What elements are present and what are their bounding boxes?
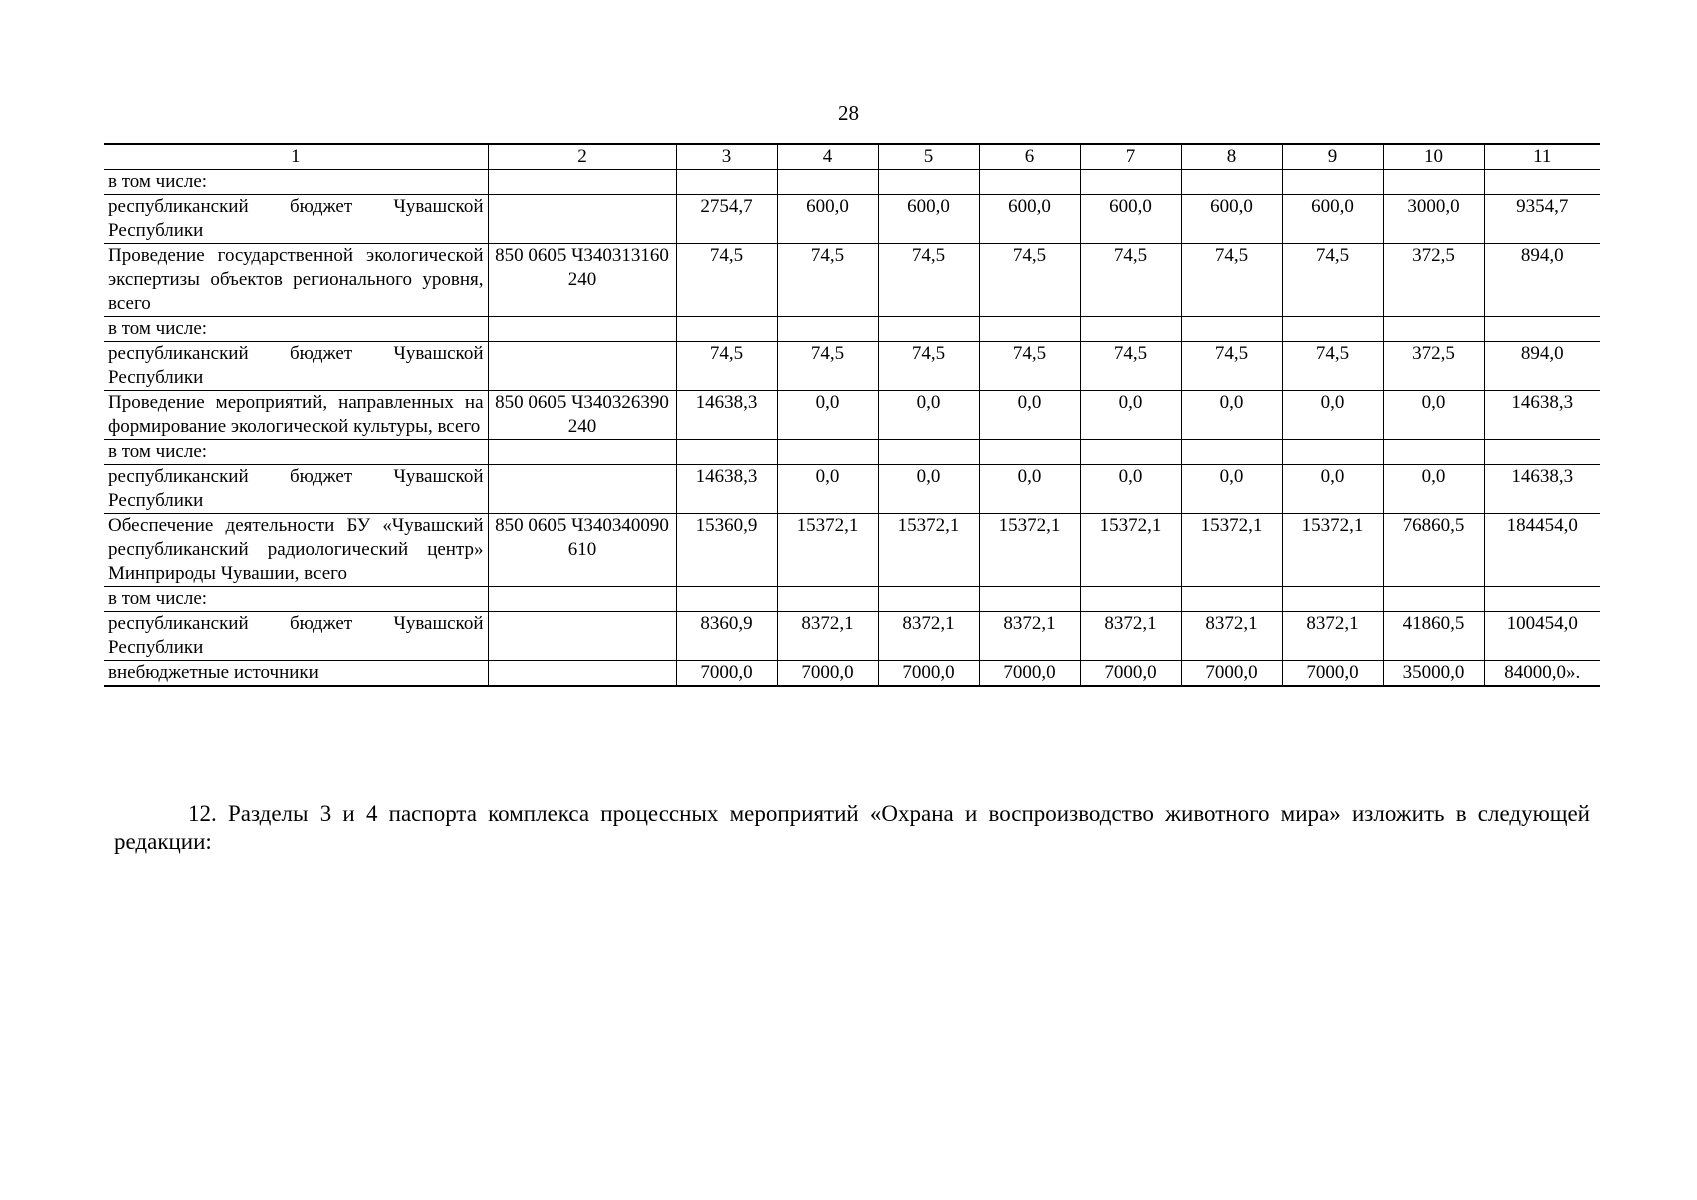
value-cell: 74,5 (979, 244, 1080, 317)
budget-code-cell (488, 661, 676, 687)
value-cell: 0,0 (979, 465, 1080, 514)
value-cell (1080, 440, 1181, 465)
value-cell: 372,5 (1383, 342, 1484, 391)
value-cell: 3000,0 (1383, 195, 1484, 244)
row-name-cell: республиканский бюджет Чувашской Республики (104, 465, 488, 514)
value-cell (676, 317, 777, 342)
table-row (104, 440, 1600, 465)
row-name-cell: Проведение государственной экологической экспертизы объектов регионального уровня, всего (104, 244, 488, 317)
value-cell: 7000,0 (1080, 661, 1181, 687)
row-name-cell: республиканский бюджет Чувашской Республики (104, 342, 488, 391)
value-cell (1181, 170, 1282, 195)
value-cell: 74,5 (777, 244, 878, 317)
value-cell (1080, 317, 1181, 342)
value-cell: 894,0 (1484, 342, 1600, 391)
column-number-cell: 5 (878, 144, 979, 170)
column-number-cell: 3 (676, 144, 777, 170)
column-number-cell: 1 (104, 144, 488, 170)
value-cell (1282, 587, 1383, 612)
value-cell: 74,5 (676, 244, 777, 317)
value-cell: 372,5 (1383, 244, 1484, 317)
column-number-cell: 7 (1080, 144, 1181, 170)
value-cell: 600,0 (878, 195, 979, 244)
value-cell (676, 170, 777, 195)
budget-code-cell: 850 0605 Ч340313160 240 (488, 244, 676, 317)
value-cell: 0,0 (777, 391, 878, 440)
value-cell: 84000,0». (1484, 661, 1600, 687)
value-cell: 0,0 (878, 391, 979, 440)
value-cell: 7000,0 (878, 661, 979, 687)
column-number-cell: 4 (777, 144, 878, 170)
value-cell: 74,5 (1181, 244, 1282, 317)
row-name-cell: республиканский бюджет Чувашской Республики (104, 612, 488, 661)
value-cell: 7000,0 (1181, 661, 1282, 687)
value-cell: 15372,1 (777, 514, 878, 587)
table-row (104, 195, 1600, 244)
row-name-cell: в том числе: (104, 317, 488, 342)
value-cell (1282, 317, 1383, 342)
value-cell: 8372,1 (777, 612, 878, 661)
value-cell: 35000,0 (1383, 661, 1484, 687)
value-cell (676, 587, 777, 612)
value-cell (1181, 587, 1282, 612)
value-cell: 0,0 (1383, 465, 1484, 514)
budget-code-cell (488, 440, 676, 465)
value-cell: 15360,9 (676, 514, 777, 587)
value-cell: 0,0 (1282, 391, 1383, 440)
table-row (104, 317, 1600, 342)
value-cell: 14638,3 (676, 465, 777, 514)
value-cell (1484, 170, 1600, 195)
value-cell: 0,0 (1080, 391, 1181, 440)
value-cell: 8372,1 (878, 612, 979, 661)
value-cell: 74,5 (979, 342, 1080, 391)
value-cell: 41860,5 (1383, 612, 1484, 661)
value-cell: 600,0 (1080, 195, 1181, 244)
value-cell (1383, 317, 1484, 342)
column-number-cell: 2 (488, 144, 676, 170)
value-cell: 0,0 (1181, 391, 1282, 440)
value-cell: 0,0 (1282, 465, 1383, 514)
value-cell: 15372,1 (1282, 514, 1383, 587)
table-row (104, 342, 1600, 391)
value-cell (676, 440, 777, 465)
value-cell: 7000,0 (777, 661, 878, 687)
value-cell (1181, 317, 1282, 342)
table-row (104, 170, 1600, 195)
row-name-cell: в том числе: (104, 587, 488, 612)
value-cell: 74,5 (878, 244, 979, 317)
value-cell: 15372,1 (1181, 514, 1282, 587)
value-cell: 8372,1 (979, 612, 1080, 661)
value-cell: 8372,1 (1282, 612, 1383, 661)
value-cell (878, 170, 979, 195)
value-cell: 0,0 (777, 465, 878, 514)
value-cell (1383, 170, 1484, 195)
value-cell: 74,5 (1282, 244, 1383, 317)
table-header-row (104, 144, 1600, 170)
value-cell (1383, 440, 1484, 465)
value-cell (777, 317, 878, 342)
table-row (104, 391, 1600, 440)
value-cell (878, 440, 979, 465)
value-cell (1484, 440, 1600, 465)
value-cell (1484, 317, 1600, 342)
value-cell (878, 587, 979, 612)
budget-code-cell (488, 342, 676, 391)
value-cell (979, 587, 1080, 612)
page-number: 28 (838, 101, 859, 125)
budget-code-cell (488, 612, 676, 661)
row-name-cell: Обеспечение деятельности БУ «Чувашский республиканский радиологический центр» Минприроды Чувашии, всего (104, 514, 488, 587)
value-cell (1181, 440, 1282, 465)
table-row (104, 465, 1600, 514)
value-cell: 2754,7 (676, 195, 777, 244)
column-number-cell: 8 (1181, 144, 1282, 170)
budget-code-cell (488, 170, 676, 195)
budget-code-cell (488, 317, 676, 342)
table-body (104, 144, 1600, 686)
value-cell: 9354,7 (1484, 195, 1600, 244)
body-paragraph: 12. Разделы 3 и 4 паспорта комплекса процессных мероприятий «Охрана и воспроизводство животного мира» изложить в следующей редакции: (114, 801, 1590, 854)
value-cell: 100454,0 (1484, 612, 1600, 661)
budget-code-cell (488, 465, 676, 514)
budget-code-cell (488, 195, 676, 244)
column-number-cell: 10 (1383, 144, 1484, 170)
budget-table (104, 143, 1600, 687)
row-name-cell: внебюджетные источники (104, 661, 488, 687)
table-row (104, 587, 1600, 612)
value-cell: 74,5 (1181, 342, 1282, 391)
column-number-cell: 9 (1282, 144, 1383, 170)
value-cell (979, 440, 1080, 465)
value-cell (1080, 587, 1181, 612)
value-cell: 74,5 (878, 342, 979, 391)
value-cell: 74,5 (1282, 342, 1383, 391)
table-row (104, 612, 1600, 661)
value-cell (1282, 170, 1383, 195)
value-cell (878, 317, 979, 342)
value-cell (1282, 440, 1383, 465)
value-cell: 8372,1 (1080, 612, 1181, 661)
value-cell: 76860,5 (1383, 514, 1484, 587)
table-row (104, 514, 1600, 587)
value-cell: 600,0 (1181, 195, 1282, 244)
value-cell (777, 587, 878, 612)
value-cell: 74,5 (1080, 342, 1181, 391)
value-cell (777, 170, 878, 195)
table-row (104, 661, 1600, 687)
value-cell: 0,0 (1383, 391, 1484, 440)
value-cell: 0,0 (878, 465, 979, 514)
row-name-cell: в том числе: (104, 170, 488, 195)
value-cell: 7000,0 (979, 661, 1080, 687)
value-cell (979, 170, 1080, 195)
value-cell (1080, 170, 1181, 195)
value-cell (1484, 587, 1600, 612)
value-cell: 7000,0 (1282, 661, 1383, 687)
budget-code-cell: 850 0605 Ч340340090 610 (488, 514, 676, 587)
value-cell: 14638,3 (676, 391, 777, 440)
budget-code-cell: 850 0605 Ч340326390 240 (488, 391, 676, 440)
budget-code-cell (488, 587, 676, 612)
value-cell: 0,0 (1181, 465, 1282, 514)
value-cell: 74,5 (777, 342, 878, 391)
value-cell: 8372,1 (1181, 612, 1282, 661)
column-number-cell: 11 (1484, 144, 1600, 170)
value-cell: 15372,1 (878, 514, 979, 587)
value-cell: 600,0 (979, 195, 1080, 244)
value-cell: 184454,0 (1484, 514, 1600, 587)
row-name-cell: республиканский бюджет Чувашской Республики (104, 195, 488, 244)
value-cell: 74,5 (676, 342, 777, 391)
value-cell: 600,0 (1282, 195, 1383, 244)
value-cell (1383, 587, 1484, 612)
row-name-cell: Проведение мероприятий, направленных на формирование экологической культуры, всего (104, 391, 488, 440)
value-cell: 8360,9 (676, 612, 777, 661)
value-cell: 600,0 (777, 195, 878, 244)
value-cell: 0,0 (1080, 465, 1181, 514)
column-number-cell: 6 (979, 144, 1080, 170)
value-cell: 0,0 (979, 391, 1080, 440)
value-cell: 15372,1 (1080, 514, 1181, 587)
value-cell (777, 440, 878, 465)
value-cell: 14638,3 (1484, 465, 1600, 514)
value-cell (979, 317, 1080, 342)
table-row (104, 244, 1600, 317)
value-cell: 74,5 (1080, 244, 1181, 317)
value-cell: 15372,1 (979, 514, 1080, 587)
row-name-cell: в том числе: (104, 440, 488, 465)
value-cell: 7000,0 (676, 661, 777, 687)
value-cell: 894,0 (1484, 244, 1600, 317)
value-cell: 14638,3 (1484, 391, 1600, 440)
